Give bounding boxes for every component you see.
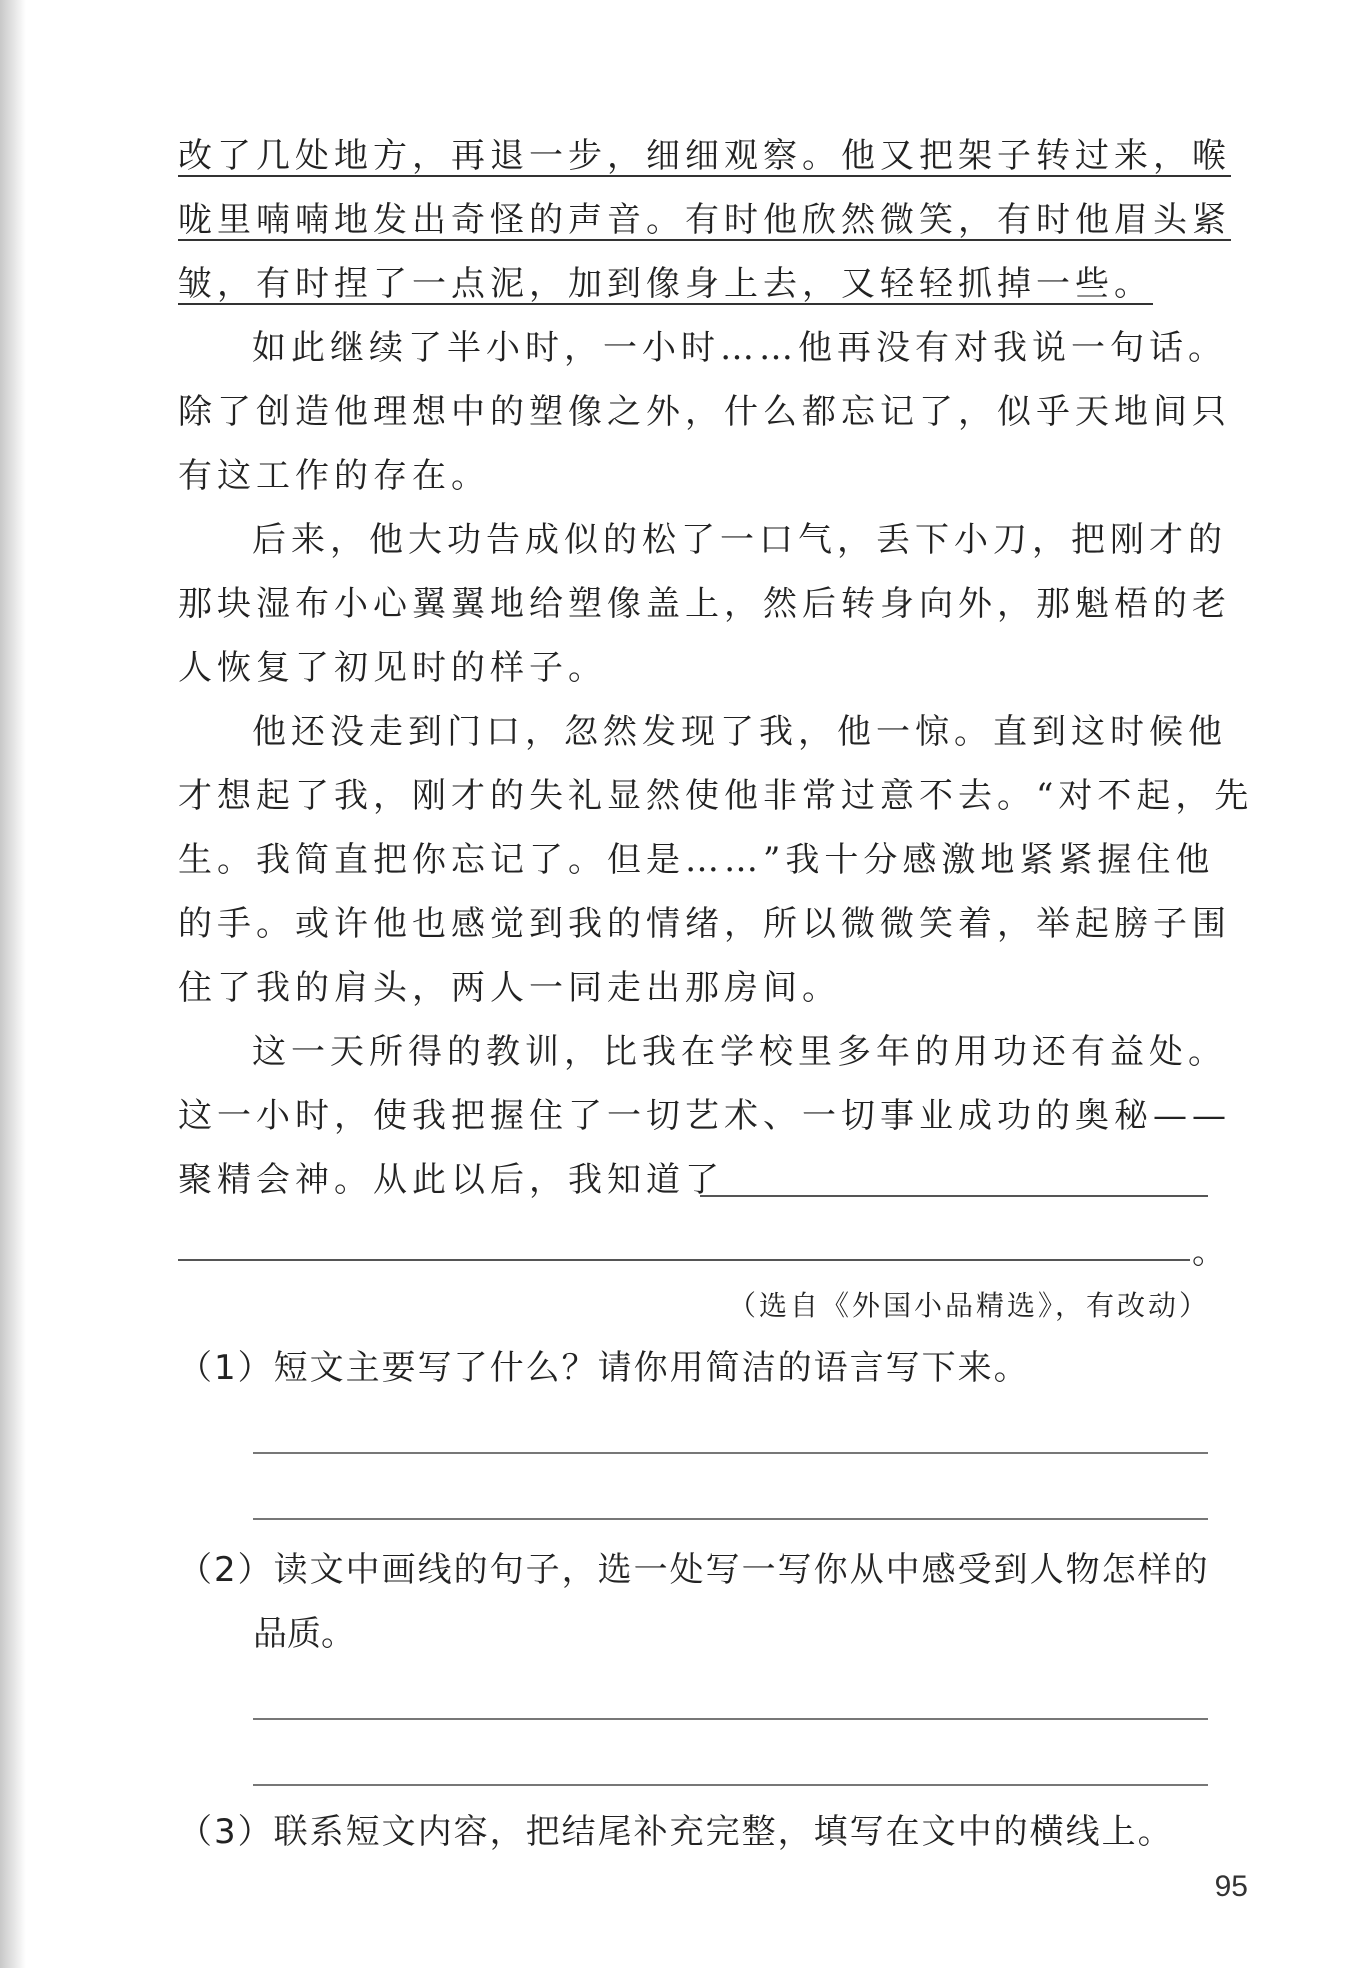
passage-line: 这一天所得的教训，比我在学校里多年的用功还有益处。: [252, 1032, 1227, 1072]
passage-line: 他还没走到门口，忽然发现了我，他一惊。直到这时候他: [252, 712, 1227, 752]
passage-line: 住了我的肩头，两人一同走出那房间。: [178, 968, 841, 1008]
answer-line-q2[interactable]: [253, 1784, 1208, 1786]
passage-line: 后来，他大功告成似的松了一口气，丢下小刀，把刚才的: [252, 520, 1227, 560]
passage-line-underlined: 咙里喃喃地发出奇怪的声音。有时他欣然微笑，有时他眉头紧: [178, 200, 1231, 240]
passage-line: 聚精会神。从此以后，我知道了: [178, 1160, 724, 1200]
passage-line: 除了创造他理想中的塑像之外，什么都忘记了，似乎天地间只: [178, 392, 1231, 432]
source-citation: （选自《外国小品精选》，有改动）: [727, 1289, 1210, 1322]
passage-line: 的手。或许他也感觉到我的情绪，所以微微笑着，举起膀子围: [178, 904, 1231, 944]
passage-line: 生。我简直把你忘记了。但是……”我十分感激地紧紧握住他: [178, 840, 1215, 880]
question-1: （1）短文主要写了什么？请你用简洁的语言写下来。: [178, 1348, 1030, 1388]
passage-line: 有这工作的存在。: [178, 456, 490, 496]
question-2: （2）读文中画线的句子，选一处写一写你从中感受到人物怎样的: [178, 1550, 1210, 1590]
passage-line-underlined: 皱，有时捏了一点泥，加到像身上去，又轻轻抓掉一些。: [178, 264, 1153, 304]
question-3: （3）联系短文内容，把结尾补充完整，填写在文中的横线上。: [178, 1812, 1174, 1852]
passage-line: 人恢复了初见时的样子。: [178, 648, 607, 688]
answer-line-q1[interactable]: [253, 1518, 1208, 1520]
passage-line: 如此继续了半小时，一小时……他再没有对我说一句话。: [252, 328, 1227, 368]
ending-fill-blank-continued[interactable]: [178, 1259, 1190, 1261]
passage-line: 这一小时，使我把握住了一切艺术、一切事业成功的奥秘——: [178, 1096, 1231, 1136]
ending-fill-blank[interactable]: [700, 1195, 1208, 1197]
passage-line-underlined: 改了几处地方，再退一步，细细观察。他又把架子转过来，喉: [178, 136, 1231, 176]
passage-line-end-period: 。: [1192, 1232, 1231, 1272]
page-number: 95: [1214, 1870, 1248, 1903]
answer-line-q2[interactable]: [253, 1718, 1208, 1720]
passage-line: 那块湿布小心翼翼地给塑像盖上，然后转身向外，那魁梧的老: [178, 584, 1231, 624]
answer-line-q1[interactable]: [253, 1452, 1208, 1454]
page-spine-shadow: [0, 0, 26, 1968]
passage-line: 才想起了我，刚才的失礼显然使他非常过意不去。“对不起，先: [178, 776, 1254, 816]
question-2-continued: 品质。: [253, 1614, 355, 1654]
